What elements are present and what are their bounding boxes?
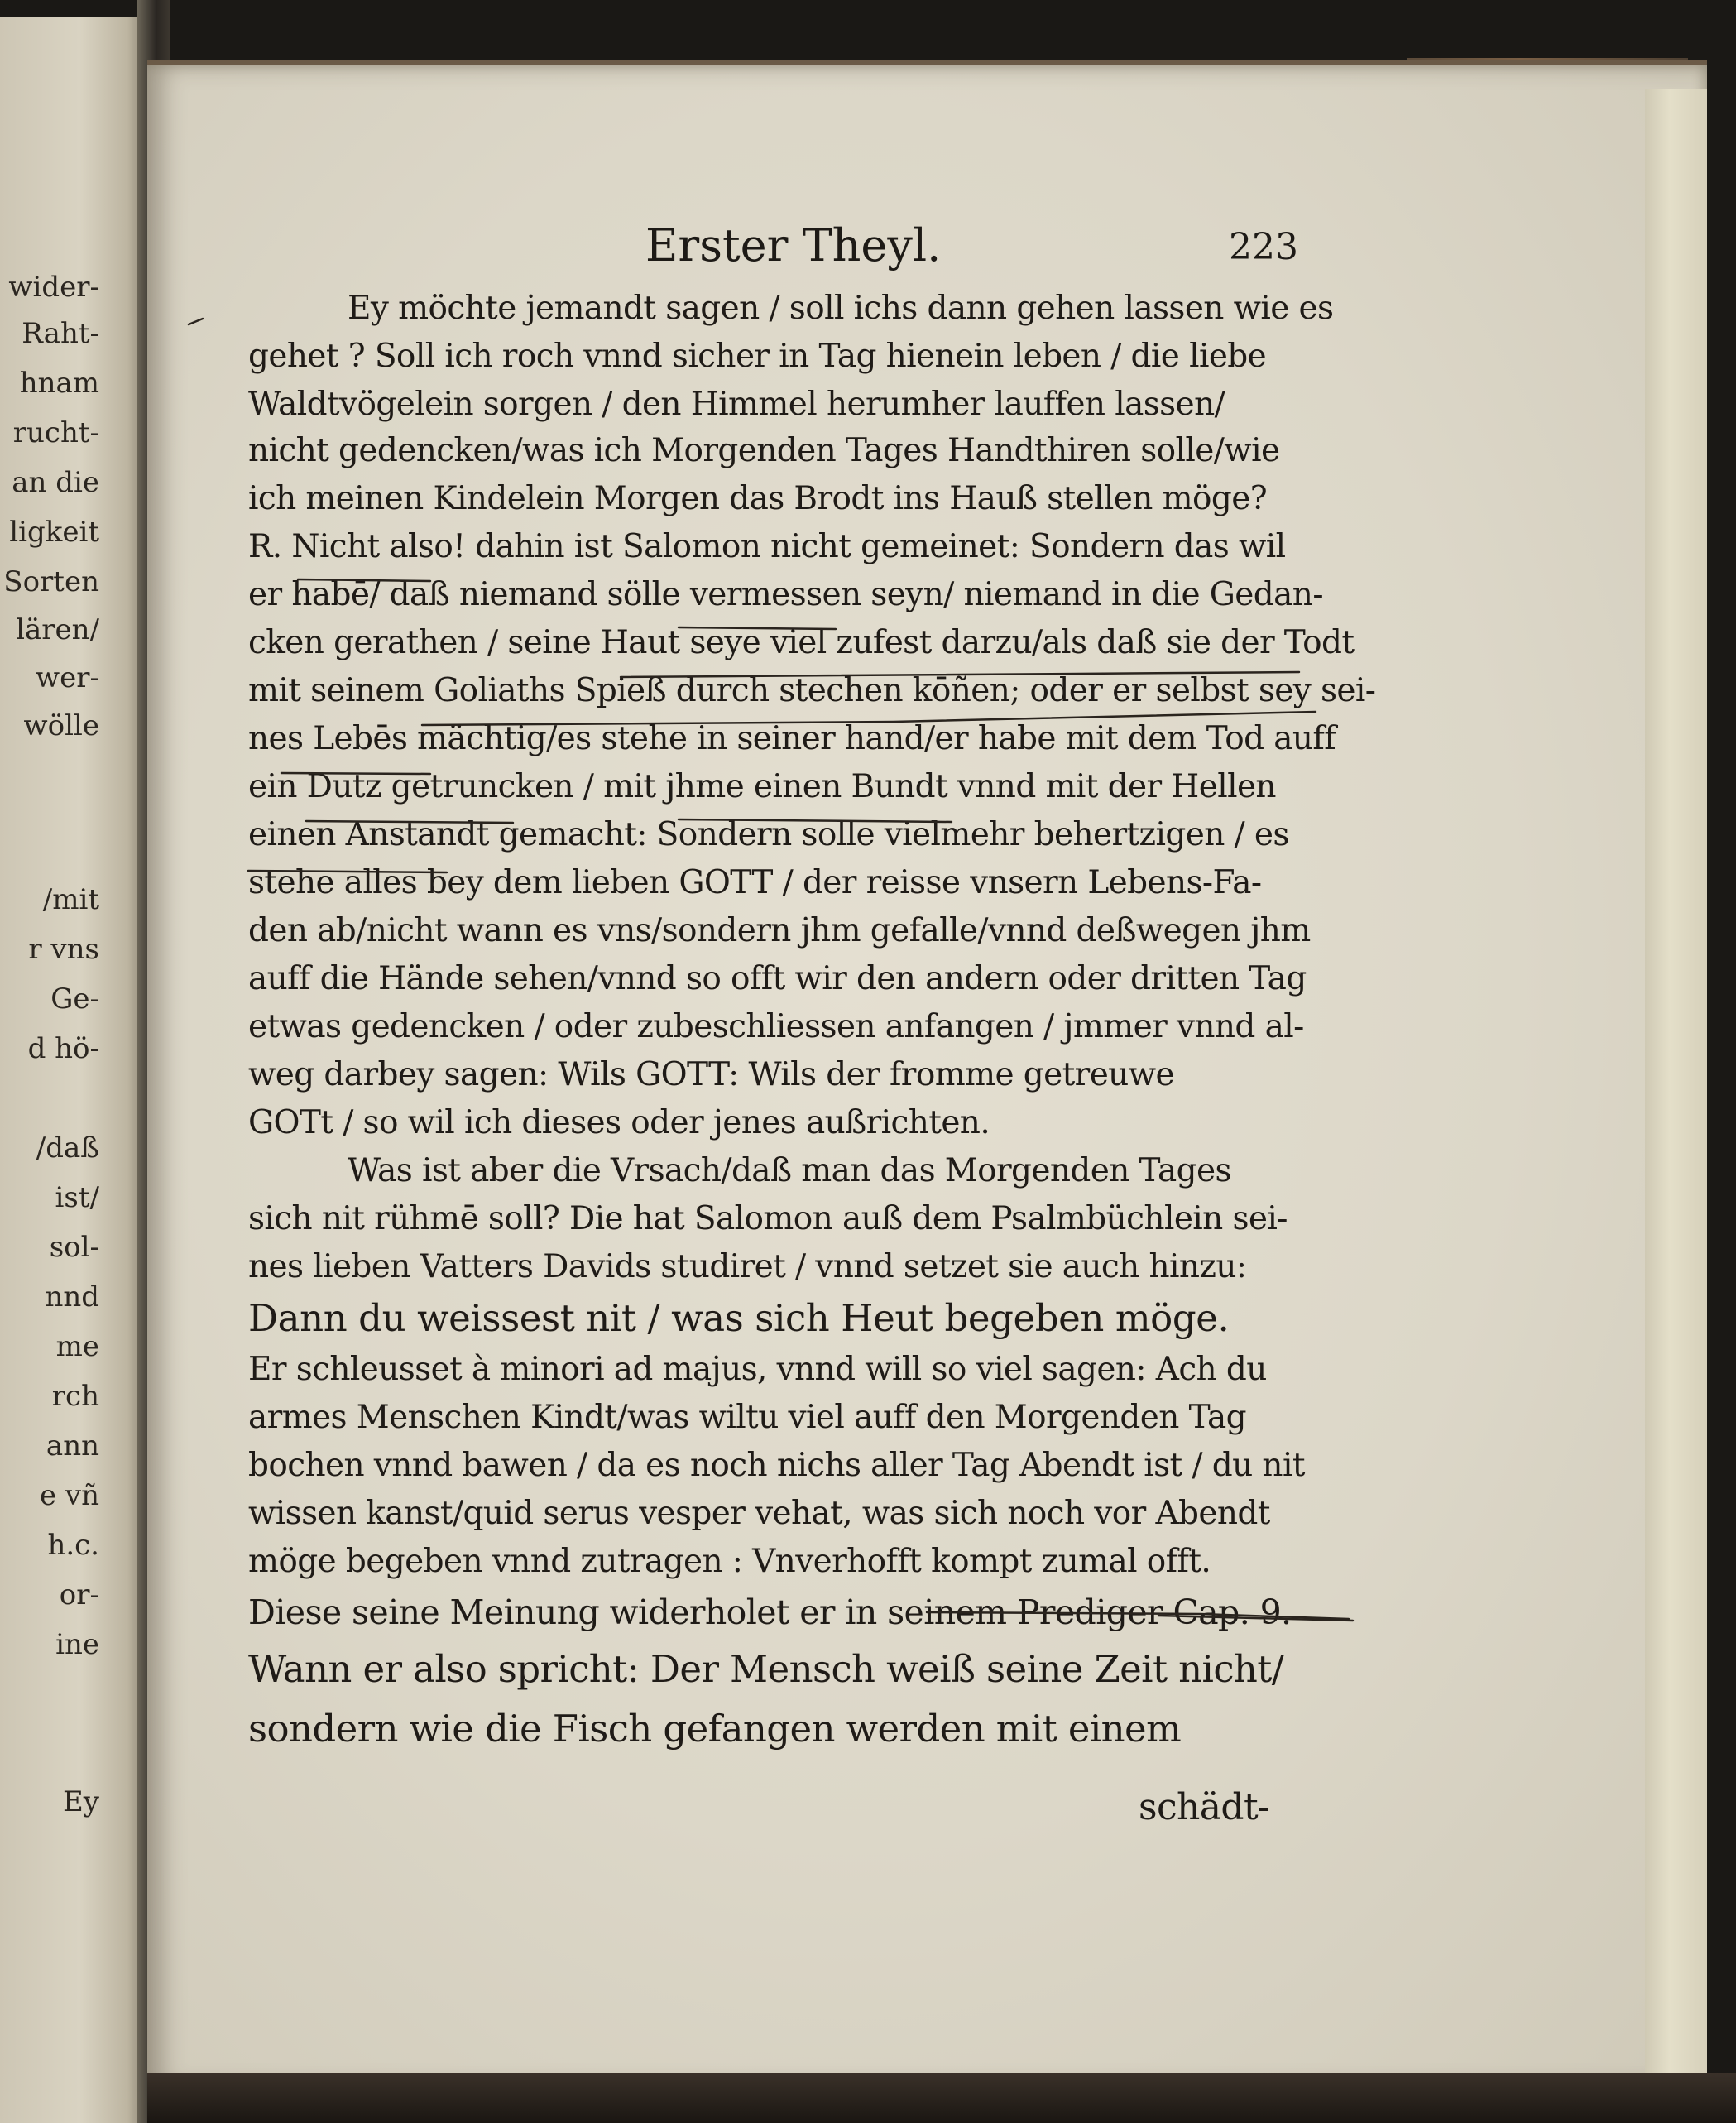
text-line: etwas gedencken / oder zubeschliessen anfangen / jmmer vnnd al- — [248, 1008, 1304, 1045]
left-fragment: nnd — [45, 1280, 99, 1314]
text-line: er habē/ daß niemand sölle vermessen seyn/ niemand in die Gedan- — [248, 576, 1323, 613]
left-fragment: hnam — [19, 367, 99, 400]
text-line: ich meinen Kindelein Morgen das Brodt ins Hauß stellen möge? — [248, 480, 1268, 517]
catchword: schädt- — [1139, 1786, 1270, 1828]
text-line: Dann du weissest nit / was sich Heut begeben möge. — [248, 1296, 1230, 1340]
left-fragment: Raht- — [22, 317, 99, 350]
left-fragment: me — [55, 1330, 99, 1363]
text-line: weg darbey sagen: Wils GOTT: Wils der fromme getreuwe — [248, 1056, 1174, 1093]
text-line: nes lieben Vatters Davids studiret / vnnd setzet sie auch hinzu: — [248, 1248, 1247, 1285]
page-edge — [1645, 89, 1707, 2076]
text-line: armes Menschen Kindt/was wiltu viel auff den Morgenden Tag — [248, 1399, 1246, 1436]
text-line: sich nit rühmē soll? Die hat Salomon auß dem Psalmbüchlein sei- — [248, 1200, 1288, 1237]
left-fragment: Ey — [62, 1785, 99, 1818]
text-line: Waldtvögelein sorgen / den Himmel herumher lauffen lassen/ — [248, 386, 1225, 423]
text-line: den ab/nicht wann es vns/sondern jhm gefalle/vnnd deßwegen jhm — [248, 912, 1311, 949]
page-header — [0, 219, 1736, 277]
left-fragment: Sorten — [3, 565, 99, 598]
text-line: auff die Hände sehen/vnnd so offt wir den andern oder dritten Tag — [248, 960, 1307, 997]
text-line: cken gerathen / seine Haut seye viel zufest darzu/als daß sie der Todt — [248, 624, 1355, 661]
left-fragment: Ge- — [50, 982, 99, 1016]
text-line: R. Nicht also! dahin ist Salomon nicht gemeinet: Sondern das wil — [248, 528, 1286, 565]
left-fragment: wer- — [36, 661, 99, 694]
left-fragment: ligkeit — [9, 516, 99, 549]
left-fragment: /mit — [42, 883, 99, 916]
text-line: GOTt / so wil ich dieses oder jenes außrichten. — [248, 1104, 990, 1141]
left-fragment: r vns — [28, 933, 99, 966]
text-line: gehet ? Soll ich roch vnnd sicher in Tag hienein leben / die liebe — [248, 338, 1267, 375]
left-fragment: or- — [59, 1578, 99, 1611]
left-fragment: rch — [51, 1380, 99, 1413]
text-line: Wann er also spricht: Der Mensch weiß seine Zeit nicht/ — [248, 1647, 1284, 1691]
left-fragment: ann — [46, 1429, 99, 1463]
text-line: mit seinem Goliaths Spieß durch stechen kōñen; oder er selbst sey sei- — [248, 672, 1376, 709]
left-fragment: an die — [12, 466, 99, 499]
left-fragment: h.c. — [47, 1529, 99, 1562]
text-line: nicht gedencken/was ich Morgenden Tages Handthiren solle/wie — [248, 432, 1280, 469]
text-line: Was ist aber die Vrsach/daß man das Morgenden Tages — [348, 1152, 1231, 1189]
running-head: Erster Theyl. — [645, 219, 942, 271]
page-number: 223 — [1229, 226, 1298, 268]
left-fragment: /daß — [36, 1131, 99, 1165]
text-line: stehe alles bey dem lieben GOTT / der reisse vnsern Lebens-Fa- — [248, 864, 1262, 901]
left-fragment: wölle — [23, 709, 99, 742]
left-fragment: sol- — [49, 1231, 99, 1264]
text-line: Ey möchte jemandt sagen / soll ichs dann gehen lassen wie es — [348, 290, 1334, 327]
text-line: ein Dutz getruncken / mit jhme einen Bundt vnnd mit der Hellen — [248, 768, 1276, 805]
left-fragment: wider- — [8, 271, 99, 304]
text-line: Er schleusset à minori ad majus, vnnd will so viel sagen: Ach du — [248, 1351, 1267, 1388]
left-fragment: rucht- — [12, 416, 99, 449]
left-fragment: ist/ — [55, 1181, 99, 1214]
left-fragment: e vñ — [39, 1479, 99, 1512]
text-line: bochen vnnd bawen / da es noch nichs aller Tag Abendt ist / du nit — [248, 1447, 1305, 1484]
text-line: nes Lebēs mächtig/es stehe in seiner hand/er habe mit dem Tod auff — [248, 720, 1336, 757]
text-line: möge begeben vnnd zutragen : Vnverhofft kompt zumal offt. — [248, 1543, 1211, 1580]
book-cover-bottom — [147, 2073, 1736, 2123]
left-fragment: d hö- — [27, 1032, 99, 1065]
text-line: sondern wie die Fisch gefangen werden mit einem — [248, 1707, 1182, 1751]
left-fragment: lären/ — [16, 613, 99, 646]
text-line: wissen kanst/quid serus vesper vehat, was sich noch vor Abendt — [248, 1495, 1270, 1532]
text-line: Diese seine Meinung widerholet er in seinem Prediger Cap. 9. — [248, 1592, 1292, 1632]
text-line: einen Anstandt gemacht: Sondern solle vielmehr behertzigen / es — [248, 816, 1289, 853]
left-fragment: ine — [55, 1628, 99, 1661]
